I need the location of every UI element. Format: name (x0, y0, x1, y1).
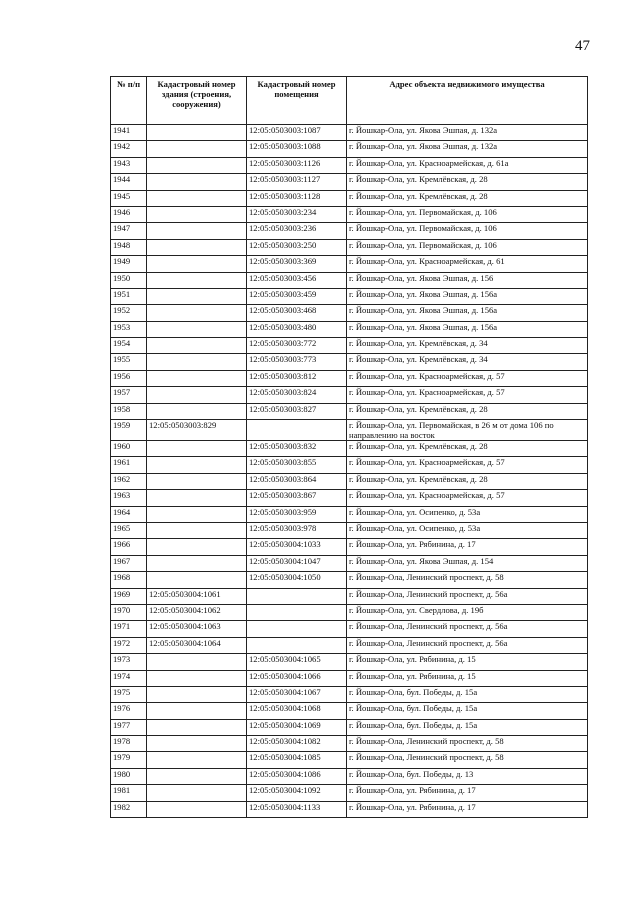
address-cell: г. Йошкар-Ола, ул. Красноармейская, д. 57 (347, 457, 588, 473)
premises-cadastral-cell: 12:05:0503004:1068 (247, 703, 347, 719)
table-body (111, 125, 588, 818)
table-row (111, 157, 588, 173)
row-number-cell: 1963 (111, 490, 147, 506)
premises-cadastral-cell: 12:05:0503003:867 (247, 490, 347, 506)
address-cell: г. Йошкар-Ола, ул. Рябинина, д. 15 (347, 654, 588, 670)
premises-cadastral-cell: 12:05:0503004:1065 (247, 654, 347, 670)
table-row (111, 272, 588, 288)
premises-cadastral-cell: 12:05:0503003:832 (247, 441, 347, 457)
premises-cadastral-cell: 12:05:0503003:369 (247, 256, 347, 272)
building-cadastral-cell (147, 125, 247, 141)
address-cell: г. Йошкар-Ола, ул. Красноармейская, д. 57 (347, 490, 588, 506)
table-row (111, 387, 588, 403)
address-cell: г. Йошкар-Ола, ул. Кремлёвская, д. 28 (347, 473, 588, 489)
building-cadastral-cell: 12:05:0503004:1061 (147, 588, 247, 604)
table-row (111, 490, 588, 506)
building-cadastral-cell (147, 174, 247, 190)
table-row (111, 785, 588, 801)
premises-cadastral-cell: 12:05:0503004:1085 (247, 752, 347, 768)
address-cell: г. Йошкар-Ола, ул. Рябинина, д. 15 (347, 670, 588, 686)
table-row (111, 223, 588, 239)
premises-cadastral-cell: 12:05:0503003:855 (247, 457, 347, 473)
table-row (111, 125, 588, 141)
building-cadastral-cell: 12:05:0503004:1063 (147, 621, 247, 637)
premises-cadastral-cell: 12:05:0503003:1087 (247, 125, 347, 141)
table-row (111, 174, 588, 190)
row-number-cell: 1972 (111, 637, 147, 653)
row-number-cell: 1956 (111, 370, 147, 386)
row-number-cell: 1944 (111, 174, 147, 190)
address-cell: г. Йошкар-Ола, ул. Красноармейская, д. 61а (347, 157, 588, 173)
building-cadastral-cell (147, 223, 247, 239)
premises-cadastral-cell: 12:05:0503003:824 (247, 387, 347, 403)
address-cell: г. Йошкар-Ола, ул. Кремлёвская, д. 34 (347, 354, 588, 370)
building-cadastral-cell (147, 490, 247, 506)
address-cell: г. Йошкар-Ола, бул. Победы, д. 15а (347, 703, 588, 719)
row-number-cell: 1967 (111, 555, 147, 571)
premises-cadastral-cell: 12:05:0503004:1050 (247, 572, 347, 588)
row-number-cell: 1980 (111, 768, 147, 784)
table-header-row (111, 77, 588, 125)
row-number-cell: 1968 (111, 572, 147, 588)
address-cell: г. Йошкар-Ола, ул. Кремлёвская, д. 28 (347, 441, 588, 457)
premises-cadastral-cell: 12:05:0503003:959 (247, 506, 347, 522)
row-number-cell: 1953 (111, 321, 147, 337)
row-number-cell: 1961 (111, 457, 147, 473)
address-cell: г. Йошкар-Ола, ул. Первомайская, д. 106 (347, 223, 588, 239)
row-number-cell: 1975 (111, 686, 147, 702)
building-cadastral-cell (147, 457, 247, 473)
address-cell: г. Йошкар-Ола, ул. Красноармейская, д. 57 (347, 370, 588, 386)
table-row (111, 321, 588, 337)
premises-cadastral-cell: 12:05:0503003:1128 (247, 190, 347, 206)
building-cadastral-cell (147, 441, 247, 457)
premises-cadastral-cell: 12:05:0503004:1086 (247, 768, 347, 784)
row-number-cell: 1942 (111, 141, 147, 157)
building-cadastral-cell (147, 736, 247, 752)
address-cell: г. Йошкар-Ола, ул. Кремлёвская, д. 34 (347, 338, 588, 354)
building-cadastral-cell (147, 338, 247, 354)
table-row (111, 572, 588, 588)
address-cell: г. Йошкар-Ола, ул. Якова Эшпая, д. 156а (347, 321, 588, 337)
building-cadastral-cell (147, 141, 247, 157)
building-cadastral-cell (147, 654, 247, 670)
table-row (111, 206, 588, 222)
table-row (111, 703, 588, 719)
premises-cadastral-cell: 12:05:0503003:827 (247, 403, 347, 419)
address-cell: г. Йошкар-Ола, ул. Первомайская, д. 106 (347, 239, 588, 255)
header-number: № п/п (111, 77, 147, 125)
building-cadastral-cell (147, 801, 247, 817)
address-cell: г. Йошкар-Ола, Ленинский проспект, д. 56а (347, 588, 588, 604)
premises-cadastral-cell: 12:05:0503003:234 (247, 206, 347, 222)
premises-cadastral-cell: 12:05:0503003:1088 (247, 141, 347, 157)
premises-cadastral-cell: 12:05:0503004:1067 (247, 686, 347, 702)
property-registry-table (110, 76, 588, 818)
premises-cadastral-cell: 12:05:0503004:1133 (247, 801, 347, 817)
row-number-cell: 1974 (111, 670, 147, 686)
address-cell: г. Йошкар-Ола, Ленинский проспект, д. 58 (347, 572, 588, 588)
address-cell: г. Йошкар-Ола, бул. Победы, д. 13 (347, 768, 588, 784)
row-number-cell: 1973 (111, 654, 147, 670)
row-number-cell: 1941 (111, 125, 147, 141)
building-cadastral-cell (147, 703, 247, 719)
premises-cadastral-cell: 12:05:0503004:1082 (247, 736, 347, 752)
row-number-cell: 1955 (111, 354, 147, 370)
row-number-cell: 1957 (111, 387, 147, 403)
building-cadastral-cell (147, 272, 247, 288)
row-number-cell: 1947 (111, 223, 147, 239)
address-cell: г. Йошкар-Ола, ул. Красноармейская, д. 61 (347, 256, 588, 272)
address-cell: г. Йошкар-Ола, ул. Первомайская, д. 106 (347, 206, 588, 222)
row-number-cell: 1950 (111, 272, 147, 288)
building-cadastral-cell (147, 403, 247, 419)
premises-cadastral-cell: 12:05:0503003:1127 (247, 174, 347, 190)
row-number-cell: 1943 (111, 157, 147, 173)
premises-cadastral-cell: 12:05:0503003:480 (247, 321, 347, 337)
row-number-cell: 1962 (111, 473, 147, 489)
row-number-cell: 1965 (111, 522, 147, 538)
address-cell: г. Йошкар-Ола, ул. Рябинина, д. 17 (347, 801, 588, 817)
premises-cadastral-cell: 12:05:0503003:978 (247, 522, 347, 538)
address-cell: г. Йошкар-Ола, ул. Якова Эшпая, д. 132а (347, 141, 588, 157)
building-cadastral-cell (147, 473, 247, 489)
premises-cadastral-cell (247, 588, 347, 604)
header-address: Адрес объекта недвижимого имущества (347, 77, 588, 125)
premises-cadastral-cell: 12:05:0503004:1066 (247, 670, 347, 686)
address-cell: г. Йошкар-Ола, ул. Кремлёвская, д. 28 (347, 190, 588, 206)
row-number-cell: 1958 (111, 403, 147, 419)
building-cadastral-cell (147, 752, 247, 768)
row-number-cell: 1979 (111, 752, 147, 768)
table-row (111, 420, 588, 441)
building-cadastral-cell (147, 157, 247, 173)
address-cell: г. Йошкар-Ола, бул. Победы, д. 15а (347, 719, 588, 735)
premises-cadastral-cell: 12:05:0503003:250 (247, 239, 347, 255)
building-cadastral-cell (147, 288, 247, 304)
premises-cadastral-cell: 12:05:0503004:1047 (247, 555, 347, 571)
table-row (111, 637, 588, 653)
building-cadastral-cell (147, 387, 247, 403)
table-row (111, 539, 588, 555)
address-cell: г. Йошкар-Ола, ул. Первомайская, в 26 м от дома 106 по направлению на восток (347, 420, 588, 441)
address-cell: г. Йошкар-Ола, ул. Свердлова, д. 19б (347, 604, 588, 620)
table-row (111, 506, 588, 522)
row-number-cell: 1977 (111, 719, 147, 735)
table-row (111, 719, 588, 735)
table-row (111, 736, 588, 752)
premises-cadastral-cell: 12:05:0503003:812 (247, 370, 347, 386)
building-cadastral-cell (147, 190, 247, 206)
address-cell: г. Йошкар-Ола, ул. Рябинина, д. 17 (347, 539, 588, 555)
premises-cadastral-cell: 12:05:0503003:772 (247, 338, 347, 354)
row-number-cell: 1945 (111, 190, 147, 206)
row-number-cell: 1946 (111, 206, 147, 222)
premises-cadastral-cell (247, 637, 347, 653)
building-cadastral-cell (147, 239, 247, 255)
row-number-cell: 1951 (111, 288, 147, 304)
building-cadastral-cell (147, 305, 247, 321)
table-row (111, 141, 588, 157)
premises-cadastral-cell: 12:05:0503003:459 (247, 288, 347, 304)
table-row (111, 686, 588, 702)
row-number-cell: 1949 (111, 256, 147, 272)
address-cell: г. Йошкар-Ола, ул. Кремлёвская, д. 28 (347, 174, 588, 190)
header-building-cadastral: Кадастровый номер здания (строения, сооружения) (147, 77, 247, 125)
table-row (111, 522, 588, 538)
row-number-cell: 1976 (111, 703, 147, 719)
header-premises-cadastral: Кадастровый номер помещения (247, 77, 347, 125)
building-cadastral-cell (147, 321, 247, 337)
address-cell: г. Йошкар-Ола, ул. Якова Эшпая, д. 156 (347, 272, 588, 288)
table-row (111, 256, 588, 272)
row-number-cell: 1964 (111, 506, 147, 522)
building-cadastral-cell (147, 785, 247, 801)
building-cadastral-cell (147, 719, 247, 735)
row-number-cell: 1952 (111, 305, 147, 321)
row-number-cell: 1982 (111, 801, 147, 817)
building-cadastral-cell (147, 555, 247, 571)
table-row (111, 288, 588, 304)
table-row (111, 354, 588, 370)
row-number-cell: 1981 (111, 785, 147, 801)
row-number-cell: 1959 (111, 420, 147, 441)
address-cell: г. Йошкар-Ола, ул. Якова Эшпая, д. 156а (347, 305, 588, 321)
premises-cadastral-cell (247, 621, 347, 637)
table-row (111, 604, 588, 620)
building-cadastral-cell (147, 768, 247, 784)
address-cell: г. Йошкар-Ола, ул. Красноармейская, д. 57 (347, 387, 588, 403)
address-cell: г. Йошкар-Ола, Ленинский проспект, д. 56а (347, 637, 588, 653)
address-cell: г. Йошкар-Ола, ул. Якова Эшпая, д. 154 (347, 555, 588, 571)
building-cadastral-cell (147, 506, 247, 522)
building-cadastral-cell: 12:05:0503004:1062 (147, 604, 247, 620)
building-cadastral-cell (147, 572, 247, 588)
row-number-cell: 1966 (111, 539, 147, 555)
table-row (111, 473, 588, 489)
address-cell: г. Йошкар-Ола, бул. Победы, д. 15а (347, 686, 588, 702)
building-cadastral-cell (147, 354, 247, 370)
premises-cadastral-cell: 12:05:0503004:1092 (247, 785, 347, 801)
row-number-cell: 1960 (111, 441, 147, 457)
row-number-cell: 1978 (111, 736, 147, 752)
table-row (111, 338, 588, 354)
building-cadastral-cell (147, 670, 247, 686)
address-cell: г. Йошкар-Ола, ул. Осипенко, д. 53а (347, 506, 588, 522)
table-row (111, 370, 588, 386)
address-cell: г. Йошкар-Ола, ул. Кремлёвская, д. 28 (347, 403, 588, 419)
table-row (111, 768, 588, 784)
premises-cadastral-cell: 12:05:0503003:864 (247, 473, 347, 489)
table-row (111, 555, 588, 571)
table-row (111, 403, 588, 419)
premises-cadastral-cell: 12:05:0503003:1126 (247, 157, 347, 173)
building-cadastral-cell (147, 206, 247, 222)
building-cadastral-cell: 12:05:0503003:829 (147, 420, 247, 441)
building-cadastral-cell (147, 256, 247, 272)
building-cadastral-cell (147, 686, 247, 702)
address-cell: г. Йошкар-Ола, ул. Рябинина, д. 17 (347, 785, 588, 801)
address-cell: г. Йошкар-Ола, Ленинский проспект, д. 58 (347, 752, 588, 768)
table-row (111, 654, 588, 670)
address-cell: г. Йошкар-Ола, Ленинский проспект, д. 56а (347, 621, 588, 637)
table-row (111, 457, 588, 473)
premises-cadastral-cell (247, 604, 347, 620)
row-number-cell: 1970 (111, 604, 147, 620)
premises-cadastral-cell: 12:05:0503004:1069 (247, 719, 347, 735)
address-cell: г. Йошкар-Ола, ул. Осипенко, д. 53а (347, 522, 588, 538)
row-number-cell: 1971 (111, 621, 147, 637)
premises-cadastral-cell: 12:05:0503003:468 (247, 305, 347, 321)
address-cell: г. Йошкар-Ола, ул. Якова Эшпая, д. 156а (347, 288, 588, 304)
table-row (111, 239, 588, 255)
building-cadastral-cell (147, 370, 247, 386)
row-number-cell: 1948 (111, 239, 147, 255)
table-row (111, 621, 588, 637)
premises-cadastral-cell: 12:05:0503003:773 (247, 354, 347, 370)
table-row (111, 190, 588, 206)
row-number-cell: 1954 (111, 338, 147, 354)
table-row (111, 305, 588, 321)
address-cell: г. Йошкар-Ола, Ленинский проспект, д. 58 (347, 736, 588, 752)
premises-cadastral-cell: 12:05:0503003:456 (247, 272, 347, 288)
building-cadastral-cell (147, 522, 247, 538)
row-number-cell: 1969 (111, 588, 147, 604)
page-number: 47 (575, 38, 590, 54)
table-row (111, 670, 588, 686)
table-row (111, 752, 588, 768)
building-cadastral-cell (147, 539, 247, 555)
table-row (111, 441, 588, 457)
premises-cadastral-cell: 12:05:0503003:236 (247, 223, 347, 239)
table-row (111, 588, 588, 604)
premises-cadastral-cell: 12:05:0503004:1033 (247, 539, 347, 555)
table-row (111, 801, 588, 817)
building-cadastral-cell: 12:05:0503004:1064 (147, 637, 247, 653)
premises-cadastral-cell (247, 420, 347, 441)
address-cell: г. Йошкар-Ола, ул. Якова Эшпая, д. 132а (347, 125, 588, 141)
